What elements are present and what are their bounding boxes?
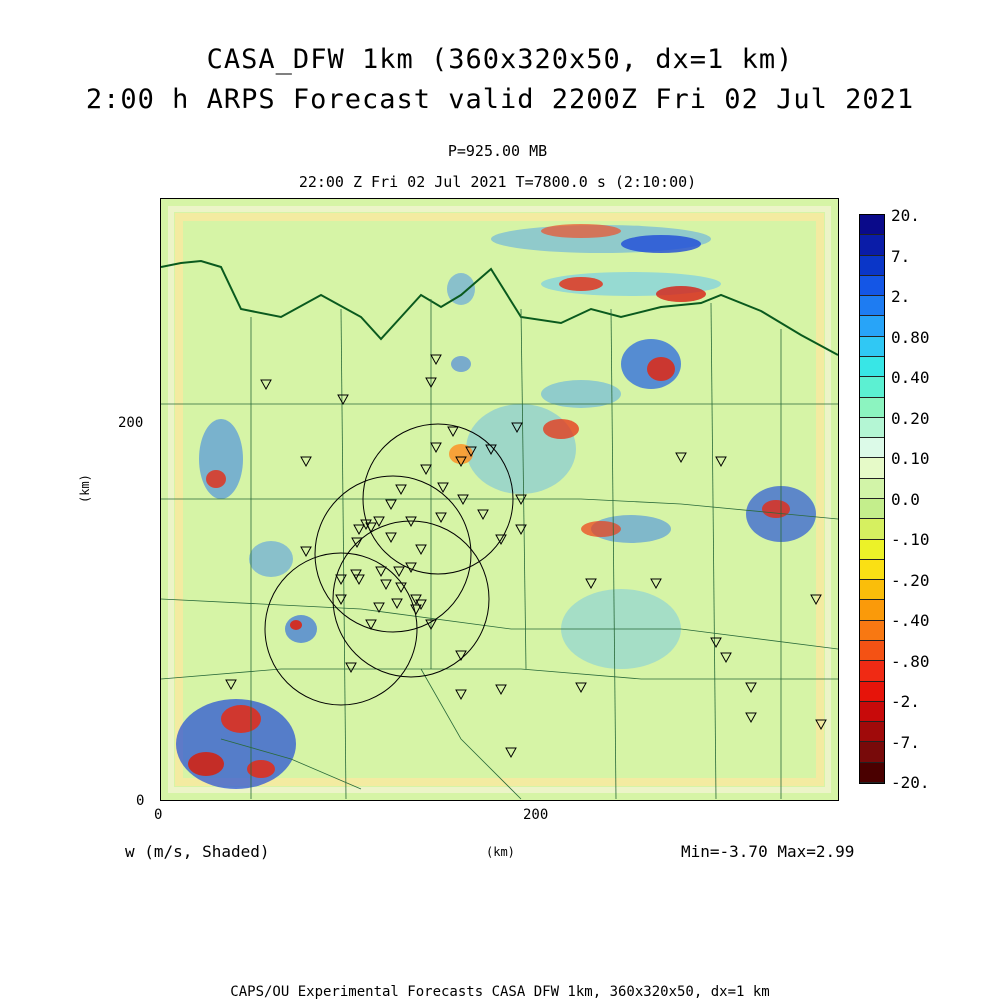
colorbar-segment — [860, 641, 884, 661]
colorbar-label: -.40 — [891, 611, 930, 630]
colorbar-segment — [860, 215, 884, 235]
plot-title-line1: CASA_DFW 1km (360x320x50, dx=1 km) — [206, 44, 794, 75]
colorbar-segment — [860, 519, 884, 539]
pressure-level-label: P=925.00 MB — [447, 142, 548, 160]
colorbar-segment — [860, 600, 884, 620]
colorbar-segment — [860, 722, 884, 742]
footer-credit: CAPS/OU Experimental Forecasts CASA DFW 1km, 360x320x50, dx=1 km — [230, 984, 770, 1000]
colorbar-segment — [860, 621, 884, 641]
colorbar-segment — [860, 540, 884, 560]
valid-time-label: 22:00 Z Fri 02 Jul 2021 T=7800.0 s (2:10:00) — [298, 173, 697, 191]
colorbar-segment — [860, 682, 884, 702]
colorbar-segment — [860, 560, 884, 580]
y-tick-200: 200 — [118, 415, 144, 431]
y-tick-0: 0 — [136, 793, 145, 809]
variable-label: w (m/s, Shaded) — [125, 842, 270, 861]
colorbar-label: -7. — [891, 732, 920, 752]
min-max-label: Min=-3.70 Max=2.99 — [681, 842, 855, 861]
colorbar-segment — [860, 763, 884, 783]
colorbar-label: 0.0 — [891, 489, 920, 509]
x-axis-label: (km) — [486, 845, 515, 859]
colorbar-segment — [860, 661, 884, 681]
colorbar-segment — [860, 742, 884, 762]
colorbar-segment — [860, 438, 884, 458]
colorbar-label: 20. — [891, 206, 920, 225]
x-tick-0: 0 — [154, 807, 163, 823]
colorbar-label: -.20 — [891, 570, 930, 590]
colorbar-label: -2. — [891, 692, 920, 711]
colorbar-segment — [860, 316, 884, 336]
colorbar-label: 0.10 — [891, 449, 930, 468]
colorbar-label: 7. — [891, 246, 911, 266]
colorbar-label: -.80 — [891, 651, 930, 671]
colorbar-segment — [860, 479, 884, 499]
x-tick-200: 200 — [523, 807, 549, 823]
forecast-map-svg — [161, 199, 838, 800]
colorbar-segment — [860, 702, 884, 722]
forecast-map — [160, 198, 839, 801]
colorbar-segment — [860, 418, 884, 438]
plot-title-line2: 2:00 h ARPS Forecast valid 2200Z Fri 02 Jul 2021 — [85, 84, 915, 115]
colorbar-segment — [860, 296, 884, 316]
y-axis-label: (km) — [78, 474, 92, 503]
colorbar-label: 0.80 — [891, 327, 930, 347]
colorbar-segment — [860, 499, 884, 519]
colorbar-segment — [860, 580, 884, 600]
colorbar — [859, 214, 885, 784]
colorbar-segment — [860, 235, 884, 255]
colorbar-label: -.10 — [891, 530, 930, 549]
colorbar-segment — [860, 398, 884, 418]
colorbar-segment — [860, 276, 884, 296]
colorbar-segment — [860, 256, 884, 276]
colorbar-segment — [860, 377, 884, 397]
colorbar-segment — [860, 357, 884, 377]
colorbar-label: 0.40 — [891, 368, 930, 387]
colorbar-label: -20. — [891, 773, 930, 792]
colorbar-label: 2. — [891, 287, 911, 306]
colorbar-segment — [860, 337, 884, 357]
colorbar-segment — [860, 458, 884, 478]
colorbar-label: 0.20 — [891, 408, 930, 428]
